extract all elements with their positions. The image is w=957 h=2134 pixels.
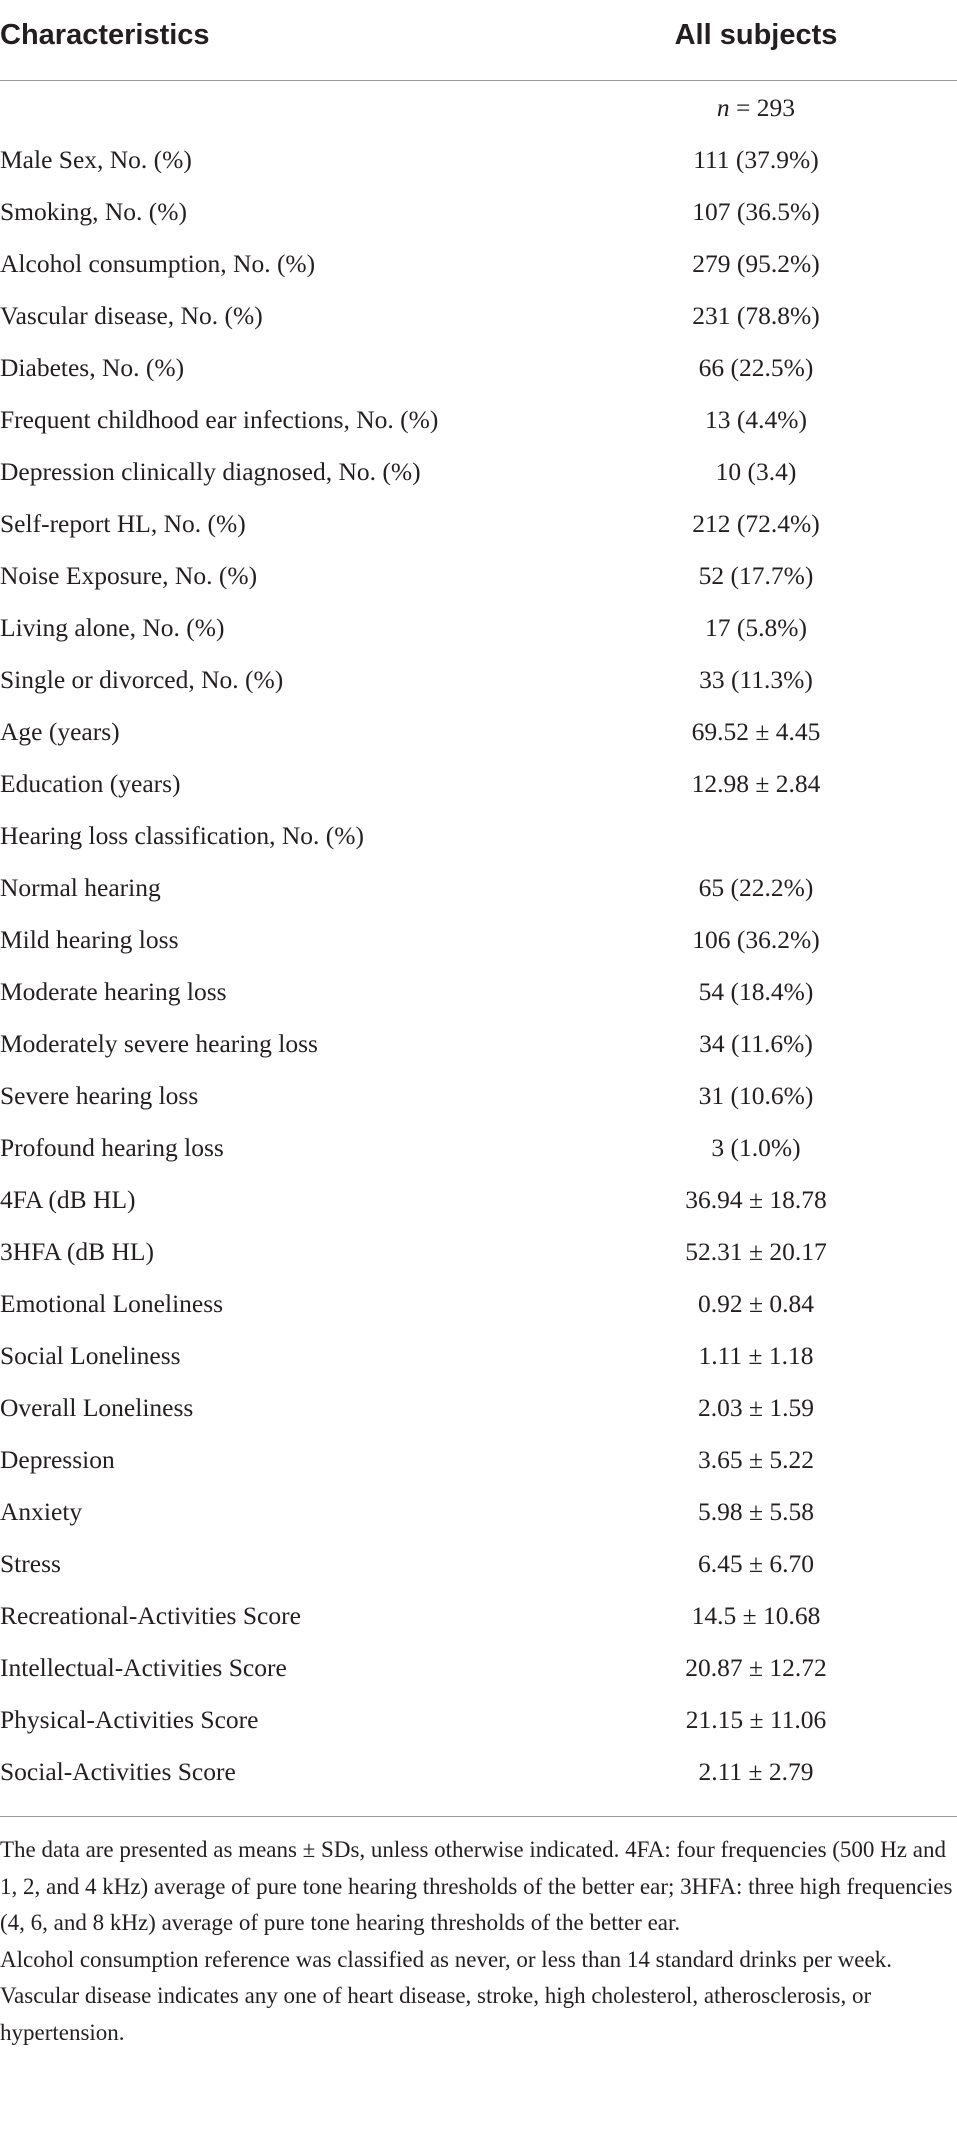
table-row	[0, 289, 957, 341]
row-label: Single or divorced, No. (%)	[0, 665, 284, 694]
table-row	[0, 1641, 957, 1693]
row-label: 3HFA (dB HL)	[0, 1237, 154, 1266]
table-row	[0, 1277, 957, 1329]
row-value: 2.03 ± 1.59	[698, 1393, 814, 1422]
table-row	[0, 1225, 957, 1277]
row-value: 5.98 ± 5.58	[698, 1497, 814, 1526]
row-label: Self-report HL, No. (%)	[0, 509, 246, 538]
row-label: Frequent childhood ear infections, No. (%)	[0, 405, 439, 434]
table-row	[0, 1017, 957, 1069]
row-label: Severe hearing loss	[0, 1081, 199, 1110]
row-label: 4FA (dB HL)	[0, 1185, 136, 1214]
row-value: 107 (36.5%)	[692, 197, 820, 226]
table-footnotes	[0, 1816, 957, 2051]
row-value: 279 (95.2%)	[692, 249, 820, 278]
table-row	[0, 653, 957, 705]
row-label: Moderate hearing loss	[0, 977, 227, 1006]
row-value: 34 (11.6%)	[699, 1029, 813, 1058]
row-label: Education (years)	[0, 769, 181, 798]
row-label: Stress	[0, 1549, 61, 1578]
table-row	[0, 1745, 957, 1797]
row-value: 21.15 ± 11.06	[685, 1705, 827, 1734]
table-header	[0, 0, 957, 81]
row-label: Diabetes, No. (%)	[0, 353, 185, 382]
row-value: 12.98 ± 2.84	[691, 769, 821, 798]
header-all-subjects: All subjects	[674, 19, 838, 51]
row-label: Vascular disease, No. (%)	[0, 301, 263, 330]
row-label: Hearing loss classification, No. (%)	[0, 821, 364, 850]
row-value: 13 (4.4%)	[705, 405, 807, 434]
table-row	[0, 1069, 957, 1121]
table-row	[0, 965, 957, 1017]
row-value: 10 (3.4)	[715, 457, 797, 486]
row-value: 6.45 ± 6.70	[698, 1549, 814, 1578]
row-value: 31 (10.6%)	[698, 1081, 814, 1110]
table-row	[0, 913, 957, 965]
table-row	[0, 601, 957, 653]
row-value: 231 (78.8%)	[692, 301, 820, 330]
row-value: 20.87 ± 12.72	[685, 1653, 827, 1682]
table-row	[0, 497, 957, 549]
row-label: Recreational-Activities Score	[0, 1601, 301, 1630]
row-label: Physical-Activities Score	[0, 1705, 259, 1734]
sample-size	[606, 93, 906, 123]
row-label: Overall Loneliness	[0, 1393, 194, 1422]
n-symbol: n	[716, 93, 730, 122]
table-row	[0, 705, 957, 757]
row-label: Alcohol consumption, No. (%)	[0, 249, 316, 278]
row-value: 212 (72.4%)	[692, 509, 820, 538]
table-row	[0, 1433, 957, 1485]
footnote: Vascular disease indicates any one of heart disease, stroke, high cholesterol, atherosclerosis, or hypertension.	[0, 1983, 872, 2045]
sample-size-row	[0, 81, 957, 133]
row-value: 52.31 ± 20.17	[685, 1237, 827, 1266]
footnote: The data are presented as means ± SDs, unless otherwise indicated. 4FA: four frequencies (500 Hz and 1, 2, and 4 kHz) average of pure tone hearing thresholds of the better ear; 3HFA: three high frequencies (4, 6, and 8 kHz) average of pure tone hearing thresholds of the better ear.	[0, 1837, 953, 1935]
row-value: 36.94 ± 18.78	[685, 1185, 827, 1214]
row-value: 66 (22.5%)	[698, 353, 814, 382]
row-value: 17 (5.8%)	[705, 613, 807, 642]
row-label: Living alone, No. (%)	[0, 613, 225, 642]
table-row	[0, 757, 957, 809]
row-value: 65 (22.2%)	[698, 873, 814, 902]
table-row	[0, 1537, 957, 1589]
row-label: Normal hearing	[0, 873, 161, 902]
row-value: 3 (1.0%)	[711, 1133, 801, 1162]
table-row	[0, 809, 957, 861]
table-row	[0, 1485, 957, 1537]
row-value: 1.11 ± 1.18	[698, 1341, 814, 1370]
row-label: Depression	[0, 1445, 115, 1474]
row-value: 14.5 ± 10.68	[691, 1601, 821, 1630]
row-value: 2.11 ± 2.79	[698, 1757, 814, 1786]
table-row	[0, 549, 957, 601]
row-value: 0.92 ± 0.84	[698, 1289, 814, 1318]
table-row	[0, 1693, 957, 1745]
row-label: Anxiety	[0, 1497, 83, 1526]
header-characteristics: Characteristics	[0, 19, 210, 51]
table-row	[0, 393, 957, 445]
footnote-list	[0, 1817, 957, 2051]
table-row	[0, 185, 957, 237]
table-body	[0, 81, 957, 1797]
row-label: Depression clinically diagnosed, No. (%)	[0, 457, 421, 486]
row-label: Mild hearing loss	[0, 925, 179, 954]
table-row	[0, 133, 957, 185]
table-row	[0, 1589, 957, 1641]
row-label: Intellectual-Activities Score	[0, 1653, 287, 1682]
row-value: 54 (18.4%)	[698, 977, 814, 1006]
row-value: 3.65 ± 5.22	[698, 1445, 814, 1474]
row-value: 52 (17.7%)	[698, 561, 814, 590]
row-value: 33 (11.3%)	[699, 665, 813, 694]
row-label: Male Sex, No. (%)	[0, 145, 192, 174]
row-label: Social Loneliness	[0, 1341, 181, 1370]
table-row	[0, 1173, 957, 1225]
table-row	[0, 445, 957, 497]
footnote: Alcohol consumption reference was classified as never, or less than 14 standard drinks per week.	[0, 1946, 892, 1972]
n-value: = 293	[729, 93, 796, 122]
row-label: Smoking, No. (%)	[0, 197, 187, 226]
row-label: Emotional Loneliness	[0, 1289, 224, 1318]
table-row	[0, 237, 957, 289]
row-label: Moderately severe hearing loss	[0, 1029, 318, 1058]
table-row	[0, 1329, 957, 1381]
row-label: Social-Activities Score	[0, 1757, 236, 1786]
row-value: 69.52 ± 4.45	[691, 717, 821, 746]
row-value: 106 (36.2%)	[692, 925, 820, 954]
row-label: Profound hearing loss	[0, 1133, 224, 1162]
row-label: Age (years)	[0, 717, 120, 746]
table-row	[0, 1381, 957, 1433]
table-row	[0, 1121, 957, 1173]
row-label: Noise Exposure, No. (%)	[0, 561, 258, 590]
table-row	[0, 341, 957, 393]
table-row	[0, 861, 957, 913]
row-value: 111 (37.9%)	[693, 145, 819, 174]
